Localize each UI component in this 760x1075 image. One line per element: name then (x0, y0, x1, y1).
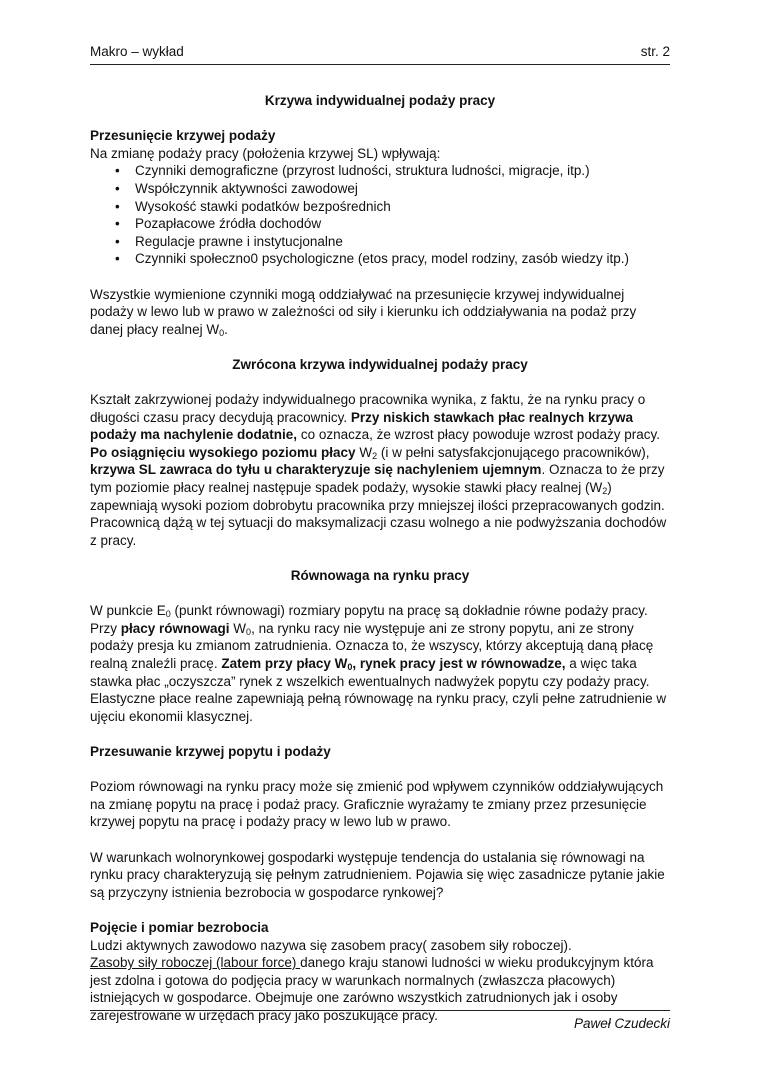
section-title: Krzywa indywidualnej podaży pracy (264, 93, 496, 108)
header-rule (90, 64, 670, 65)
section-title: Równowaga na rynku pracy (290, 568, 470, 584)
subsection-title: Przesunięcie krzywej podaży (90, 128, 276, 144)
paragraph: W warunkach wolnorynkowej gospodarki występuje tendencja do ustalania się równowagi na rynku pracy charakteryzują się pełnym zatrudnieniem. Pojawia się więc zasadnicze pytanie jakie są przyczyny istnienia bezrobocia w gospodarce rynkowej? (90, 849, 665, 900)
paragraph: Na zmianę podaży pracy (położenia krzywej SL) wpływają: (90, 145, 441, 161)
term-labour-force: Zasoby siły roboczej (labour force) (90, 955, 301, 971)
list-item: • Wysokość stawki podatków bezpośrednich (135, 198, 670, 216)
paragraph: Zasoby siły roboczej (labour force) danego kraju stanowi ludności w wieku produkcyjnym która jest zdolna i gotowa do podjęcia pracy w warunkach normalnych (zwłaszcza płacowych) istniejących w gospodarce. Obejmuje one zarówno wszystkich zatrudnionych jak i osoby zarejestrowane w urzędach pracy jako poszukujące pracy. (90, 955, 654, 1023)
section-title: Przesuwanie krzywej popytu i podaży (90, 743, 331, 759)
page-number: str. 2 (640, 44, 670, 59)
page-header (90, 44, 670, 64)
paragraph: Wszystkie wymienione czynniki mogą oddziaływać na przesunięcie krzywej indywidualnej podaży w lewo lub w prawo w zależności od siły i kierunku ich oddziaływania na podaż przy danej płacy realnej $W_0$. (90, 286, 637, 338)
list-item: • Pozapłacowe źródła dochodów (135, 215, 670, 233)
list-item: • Czynniki demograficzne (przyrost ludności, struktura ludności, migracje, itp.) (135, 162, 670, 180)
section-title: Pojęcie i pomiar bezrobocia (90, 919, 269, 935)
document-body (90, 92, 670, 1024)
header-title: Makro – wykład (90, 44, 184, 59)
list-item: • Czynniki społeczno0 psychologiczne (etos pracy, model rodziny, zasób wiedzy itp.) (135, 250, 670, 268)
list-item: • Współczynnik aktywności zawodowej (135, 180, 670, 198)
paragraph: Poziom równowagi na rynku pracy może się zmienić pod wpływem czynników oddziaływujących na zmianę popytu na pracę i podaż pracy. Graficznie wyrażamy te zmiany przez przesunięcie krzywej popytu na pracę i podaży pracy w lewo lub w prawo. (90, 779, 664, 830)
paragraph: Kształt zakrzywionej podaży indywidualnego pracownika wynika, z faktu, że na rynku pracy o długości czasu pracy decydują pracownicy. Przy niskich stawkach płac realnych krzywa podaży ma nachylenie dodatnie, co oznacza, że wzrost płacy powoduje wzrost podaży pracy. Po osiągnięciu wysokiego poziomu płacy $W_2$ (i w pełni satysfakcjonującego pracowników), krzywa SL zawraca do tyłu u charakteryzuje się nachyleniem ujemnym. Oznacza to że przy tym poziomie płacy realnej następuje spadek podaży, wysokie stawki płacy realnej $(W_2)$ zapewniają wysoki poziom dobrobytu pracownika przy mniejszej ilości przepracowanych godzin. Pracownicą dążą w tej sytuacji do maksymalizacji czasu wolnego a nie podwyższania dochodów z pracy. (90, 392, 667, 548)
section-title: Zwrócona krzywa indywidualnej podaży pracy (232, 356, 528, 372)
paragraph: W punkcie $E_0$ (punkt równowagi) rozmiary popytu na pracę są dokładnie równe podaży pracy. Przy płacy równowagi $W_0$, na rynku racy nie występuje ani ze strony popytu, ani ze strony podaży presja ku zmianom zatrudnienia. Oznacza to, że wszyscy, którzy akceptują daną płacę realną znaleźli pracę. Zatem przy płacy $W_0$, rynek pracy jest w równowadze, a więc taka stawka płac „oczyszcza” rynek z wszelkich ewentualnych nadwyżek popytu czy podaży pracy. Elastyczne płace realne zapewniają pełną równowagę na rynku pracy, czyli pełne zatrudnienie w ujęciu ekonomii klasycznej. (90, 603, 667, 724)
footer-rule (90, 1010, 670, 1011)
footer-author: Paweł Czudecki (573, 1016, 670, 1031)
bullet-list (90, 162, 670, 268)
paragraph: Ludzi aktywnych zawodowo nazywa się zasobem pracy( zasobem siły roboczej). (90, 937, 572, 953)
list-item: • Regulacje prawne i instytucjonalne (135, 233, 670, 251)
